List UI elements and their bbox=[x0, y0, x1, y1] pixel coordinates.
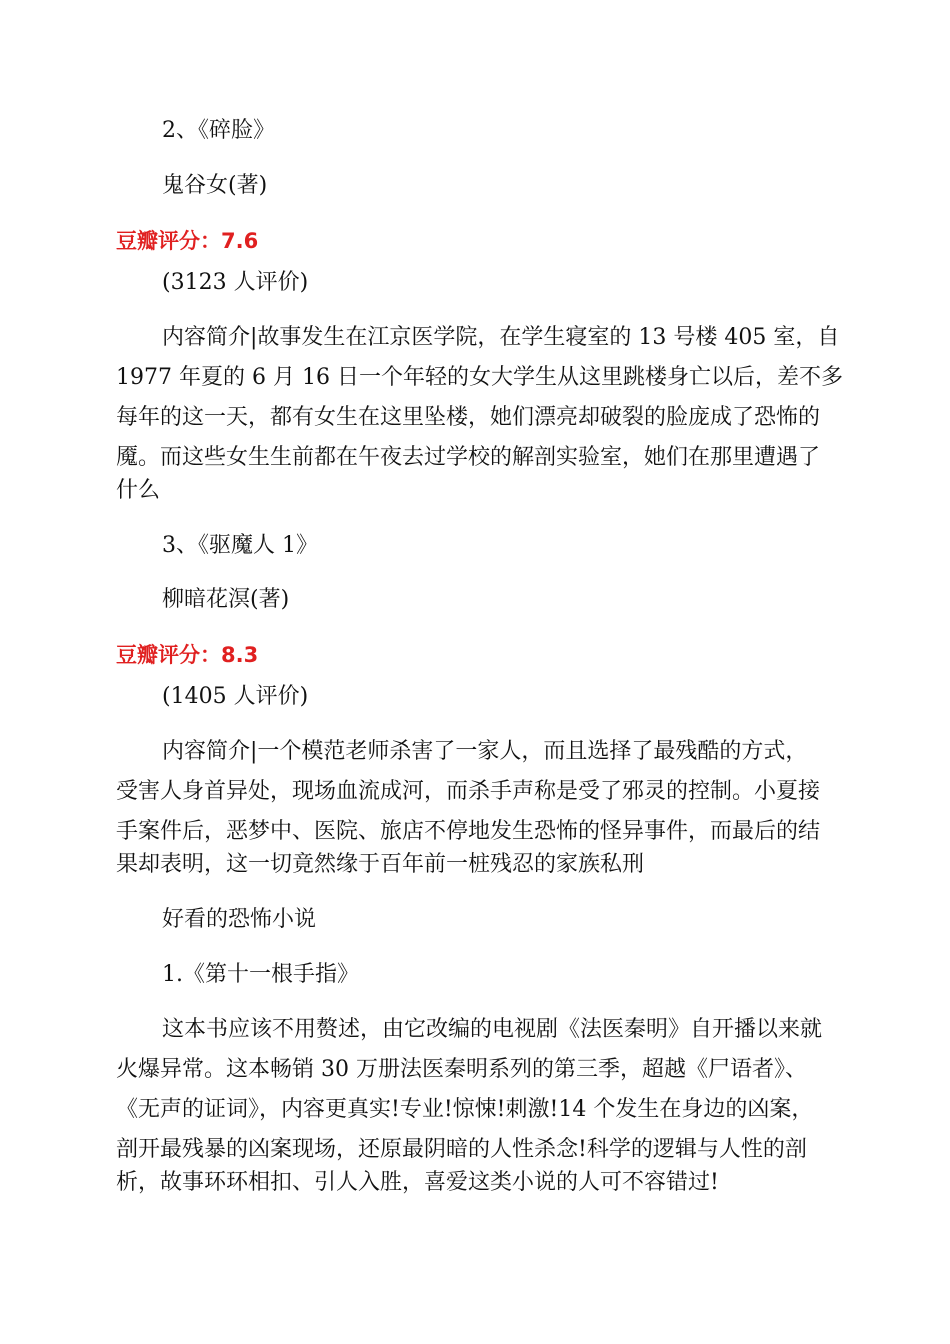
rating-votes: (1405 人评价) bbox=[162, 684, 309, 709]
description-line: 《无声的证词》，内容更真实!专业!惊悚!刺激!14 个发生在身边的凶案， bbox=[116, 1097, 814, 1122]
description-line: 魇。而这些女生生前都在午夜去过学校的解剖实验室，她们在那里遭遇了 bbox=[116, 445, 821, 470]
description-line: 剖开最残暴的凶案现场，还原最阴暗的人性杀念!科学的逻辑与人性的剖 bbox=[116, 1137, 807, 1162]
rating-votes: (3123 人评价) bbox=[162, 270, 309, 295]
section-heading: 好看的恐怖小说 bbox=[162, 907, 317, 932]
description-line: 火爆异常。这本畅销 30 万册法医秦明系列的第三季，超越《尸语者》、 bbox=[116, 1057, 807, 1082]
description-line: 手案件后，恶梦中、医院、旅店不停地发生恐怖的怪异事件，而最后的结 bbox=[116, 819, 821, 844]
description-line: 每年的这一天，都有女生在这里坠楼，她们漂亮却破裂的脸庞成了恐怖的 bbox=[116, 405, 821, 430]
description-line: 1977 年夏的 6 月 16 日一个年轻的女大学生从这里跳楼身亡以后，差不多 bbox=[116, 365, 843, 390]
book-title: 3、《驱魔人 1》 bbox=[162, 533, 318, 558]
description-line: 什么 bbox=[116, 478, 161, 503]
description-line: 析，故事环环相扣、引人入胜，喜爱这类小说的人可不容错过! bbox=[116, 1170, 719, 1195]
description-line: 果却表明，这一切竟然缘于百年前一桩残忍的家族私刑 bbox=[116, 852, 645, 877]
douban-rating: 豆瓣评分：7.6 bbox=[116, 229, 259, 253]
description-line: 受害人身首异处，现场血流成河，而杀手声称是受了邪灵的控制。小夏接 bbox=[116, 779, 821, 804]
description-line: 这本书应该不用赘述，由它改编的电视剧《法医秦明》自开播以来就 bbox=[162, 1017, 823, 1042]
description-line: 内容简介|一个模范老师杀害了一家人，而且选择了最残酷的方式， bbox=[162, 739, 808, 764]
description-line: 内容简介|故事发生在江京医学院，在学生寝室的 13 号楼 405 室，自 bbox=[162, 325, 840, 350]
book-author: 柳暗花溟(著) bbox=[162, 587, 290, 612]
book-title: 2、《碎脸》 bbox=[162, 118, 275, 143]
douban-rating: 豆瓣评分：8.3 bbox=[116, 643, 259, 667]
book-title: 1.《第十一根手指》 bbox=[162, 962, 359, 987]
book-author: 鬼谷女(著) bbox=[162, 173, 268, 198]
